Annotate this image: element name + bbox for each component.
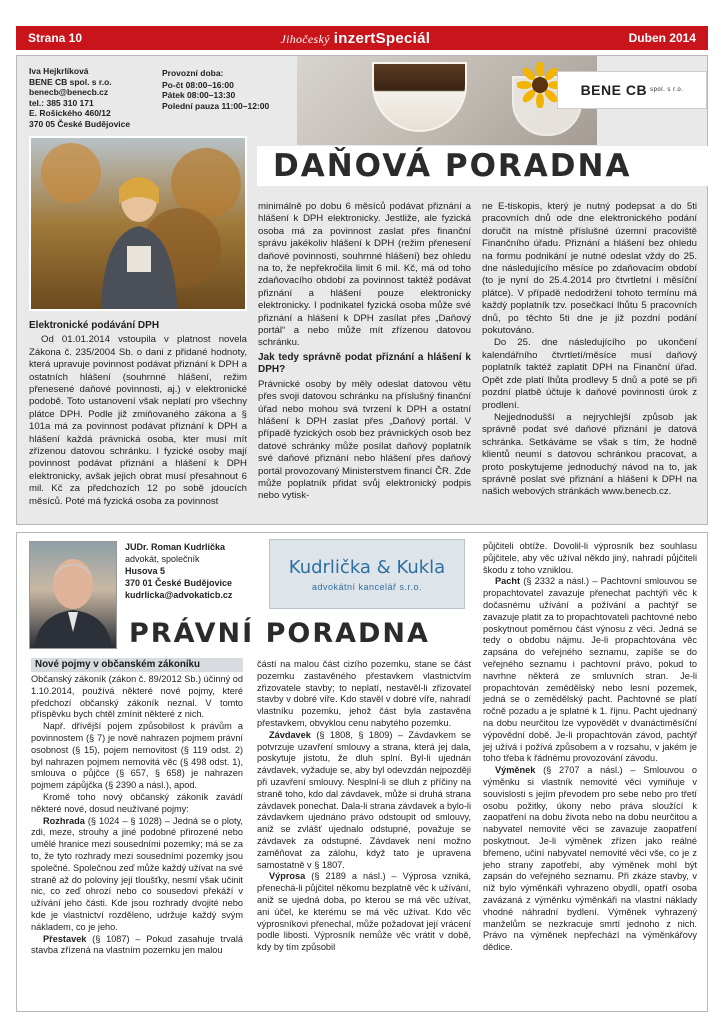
- legal-subheading: Nové pojmy v občanském zákoníku: [31, 658, 243, 672]
- term-label: Výprosa: [269, 871, 306, 882]
- legal-term-paragraph: [483, 576, 697, 765]
- contact-street: E. Rošického 460/12: [29, 108, 111, 118]
- legal-term-paragraph: [31, 816, 243, 934]
- tax-advice-title: DAŇOVÁ PORADNA: [273, 148, 632, 184]
- coffee-cup-image: [372, 62, 467, 132]
- tax-paragraph: Právnické osoby by měly odeslat datovou větu přes svoji datovou schránku na příslušný finanční úřad nebo mohou svá tvrzení k DPH a ostatní hlášení k DPH zaslat přes „Daňový portál. V případě fyzických osob bez právnických osob bez datové schránky může posílat daňový poplatník své daňové přiznání nebo hlášení přes daňový portál provozovaný Ministerstvem financí ČR. Zde může poplatník přidat svůj elektronický podpis nebo vytisk-: [258, 378, 471, 502]
- hours-line: Pátek 08:00–13:30: [162, 90, 236, 100]
- contact-email[interactable]: benecb@benecb.cz: [29, 87, 109, 97]
- legal-term-paragraph: [31, 934, 243, 958]
- man-portrait-image: [30, 542, 116, 648]
- term-text: (§ 2707 a násl.) – Smlouvou o výměnku si vlastník nemovité věci vymiňuje v souvislosti s jejím převodem pro sebe nebo pro třetí osobu požitky, úkony nebo práva sloužící k zaopatření na dobu života nebo na dobu neurčitou a nabyvatel nemovité věci se zavazuje zaopatření poskytnout. Je-li výměnek zřízen jako reálné břemeno, učiní nabyvatel nemovité věci vše, co je z jeho strany zapotřebí, aby výměnek mohl být zapsán do veřejného seznamu. Při zkáze stavby, v níž bylo výměnkáři vyhrazeno obydlí, opatří osoba zavázaná z výměnku výměnkáři na vlastní náklady vhodné náhradní bydlení. Výměnek vyhrazený manželům se nezkracuje smrtí jednoho z nich. Právo na výměnek nepřechází na výměnkářovy dědice.: [483, 765, 697, 953]
- publication-brand: [280, 30, 430, 47]
- contact-phone: tel.: 385 310 171: [29, 97, 94, 108]
- page-number: Strana 10: [28, 31, 83, 45]
- legal-paragraph: Občanský zákoník (zákon č. 89/2012 Sb.) účinný od 1.10.2014, používá některé nové pojmy, které předchozí občanský zákoník neznal. V tomto příspěvku bych chtěl zmínit některé z nich.: [31, 674, 243, 720]
- term-text: (§ 2189 a násl.) – Výprosa vzniká, přenechá-li půjčitel někomu bezplatně věc k užívání, aniž se ujedná doba, po kterou se má věc užívat, ani účel, ke kterému se má věc užívat. Kdo věc výprosníkovi přenechal, může požadovat její vrácení podle libosti. Výprosník nemůže věc vrátit v době, kdy by tím způsobil: [257, 871, 471, 953]
- legal-paragraph: půjčiteli obtíže. Dovolil-li výprosník bez souhlasu půjčitele, aby věc užíval někdo jiný, nahradí půjčiteli škodu z toho vzniklou.: [483, 541, 697, 575]
- legal-advice-section: [16, 532, 708, 1012]
- lawyer-role: advokát, společník: [125, 554, 200, 564]
- law-firm-logo: [269, 539, 465, 609]
- tax-paragraph: ne E-tiskopis, který je nutný podepsat a do 5ti pracovních dnů ode dne elektronického podání doručit na místně příslušné územní pracoviště Finančního úřadu. Přiznání a hlášení bez ohledu na formu podnikání je nutné odeslat vždy do 25. dne následujícího měsíce po zdaňovacím období (to je nyní do 25.4.2014 pro čtvrtletní i měsíční plátce). V případě nedodržení tohoto termínu má každý poplatník tzv. posečkací lhůtu 5 pracovních dnů, po těchto 5ti dne je již pozdní podání pokutováno.: [482, 201, 697, 337]
- tax-paragraph: minimálně po dobu 6 měsíců podávat přiznání a hlášení k DPH elektronicky. Jestliže, ale fyzická osoba má za povinnost zaslat přes finanční správu jakékoliv hlášení k DPH (režim přenesení daňové povinnosti, souhrnné hlášení) bez ohledu na to, že nepřekročila limit 6 mil. Kč, má od toho zdaňovacího období za povinnost taktéž podávat přiznání a hlášení pouze elektronicky elektronicky. I podnikatel fyzická osoba může své přiznání a hlášení k DPH zasílat přes „Daňový portál“ a nebo může mít zřízenou datovou schránku.: [258, 201, 471, 349]
- tax-advice-section: [16, 55, 708, 525]
- term-text: (§ 1024 – § 1028) – Jedná se o ploty, zdi, meze, strouhy a jiné podobné přirozené nebo umělé hranice mezi sousedními pozemky; má se za to, že tyto rozhrady mezi sousedními pozemky jsou společné. Společnou zeď může každý užívat na své straně až do poloviny její tloušťky, nesmí však učinit nic, co zeď ohrozí nebo co sousedovi překáží v užívání jeho části. Kde jsou rozhrady dvojité nebo kde je vlastnictví rozděleno, udržuje každý svým nákladem, co je jeho.: [31, 815, 243, 932]
- logo-name: BENE CB: [580, 82, 648, 98]
- legal-term-paragraph: [257, 730, 471, 872]
- legal-paragraph: Např. dřívější pojem způsobilost k právům a povinnostem (§ 7) je nově nahrazen pojmem právní osobnost (§ 15), pojem nemovitost (§ 119 odst. 2) byl nahrazen pojmem nemovitá věc (§ 498 odst. 1), smlouva o půjčce (§ 657, § 658) je nahrazen pojmem zápůjčka (§ 2390 a násl.), apod.: [31, 721, 243, 791]
- lawyer-city: 370 01 České Budějovice: [125, 578, 233, 588]
- hours-label: Provozní doba:: [162, 68, 224, 78]
- legal-term-paragraph: [483, 765, 697, 954]
- legal-advice-title: PRÁVNÍ PORADNA: [129, 618, 430, 649]
- brand-italic: Jihočeský: [280, 31, 330, 46]
- opening-hours: [162, 68, 269, 111]
- term-label: Rozhrada: [43, 815, 85, 826]
- term-text: (§ 2332 a násl.) – Pachtovní smlouvou se propachtovatel zavazuje přenechat pachtýři věc k dočasnému užívání a požívání a pachtýř se zavazuje platit za to propachtovateli pachtovné nebo poskytnout poměrnou část výnosu z věci. Jedná se tedy o obdobu nájmu. Je-li propachtována věc zapsána do veřejného seznamu, zapíše se do veřejného seznamu i pachtovní právo, pokud to navrhne některá ze smluvních stran. Je-li propachtován zemědělský nebo lesní pozemek, jedná se o zemědělský pacht. Pachtovné se platí ročně pozadu a je splatné k 1. říjnu. Pacht ujednaný na dobu neurčitou lze vypovědět v dvanáctiměsíční výpovědní době. Je-li propachtován závod, pachtýř jej užívá i požívá způsobem a v rozsahu, v jakém je toho třeba k řádnému provozování závodu.: [483, 576, 697, 764]
- tax-subheading: Elektronické podávání DPH: [29, 320, 160, 331]
- lawyer-name: JUDr. Roman Kudrlička: [125, 542, 226, 552]
- legal-column-3: [483, 541, 697, 954]
- legal-paragraph: částí na malou část cizího pozemku, stane se část pozemku zastavěného přestavkem vlastnictvím zřizovatele stavby; to neplatí, nestavěl-li zřizovatel stavby v dobré víře. Kdo stavěl v dobré víře, nahradí vlastníku pozemku, jehož část byla zastavěna přestavkem, obvyklou cenu nabytého pozemku.: [257, 659, 471, 728]
- bene-cb-logo: [557, 71, 707, 109]
- tax-column-2: [258, 201, 471, 503]
- law-firm-name: Kudrlička & Kukla: [288, 556, 446, 578]
- lawyer-email[interactable]: kudrlicka@advokaticb.cz: [125, 590, 233, 600]
- legal-term-paragraph: [257, 871, 471, 954]
- term-label: Přestavek: [43, 933, 87, 944]
- tax-paragraph: Od 01.01.2014 vstoupila v platnost novela Zákona č. 235/2004 Sb. o dani z přidané hodnoty, která upravuje povinnost podávat přiznání k DPH a ostatních hlášení (souhrnné hlášení, režim přenesené daňové povinnosti, aj.) v elektronické podobě. Toto ustanovení však neplatí pro všechny plátce DPH. Podle již zmiňovaného zákona a § 101a má za povinnost podávat přiznání k DPH a hlášení každá právnická osoba, kter musí mít zřízenou datovou schránku. I fyzické osoby mají povinnost podávat přiznání a hlášení k DPH elektronicky, avšak jejich obrat musí přesahnout 6 mil. Kč za předchozích 12 po sobě jdoucích měsíců. Poté má fyzická osoba za povinnost: [29, 334, 247, 507]
- lawyer-street: Husova 5: [125, 566, 166, 576]
- woman-portrait-image: [31, 138, 245, 309]
- hours-line: Po-čt 08:00–16:00: [162, 79, 234, 90]
- legal-paragraph: Kromě toho nový občanský zákoník zavádí některé nové, dosud neužívané pojmy:: [31, 791, 243, 814]
- tax-paragraph: Do 25. dne následujícího po ukončení kalendářního čtvrtletí/měsíce musí daňový poplatník taktéž zaplatit DPH na Finanční úřad. Opět zde platí lhůta prodlevy 5 dnů a poté se při pozdní platbě účtuje k daňové povinnosti úrok z prodlení.: [482, 337, 697, 411]
- page-header: [16, 26, 708, 50]
- contact-city: 370 05 České Budějovice: [29, 118, 131, 129]
- tax-column-3: [482, 201, 697, 499]
- term-label: Výměnek: [495, 765, 536, 776]
- legal-column-2: [257, 659, 471, 954]
- contact-name: Iva Hejkrlíková: [29, 66, 89, 76]
- term-label: Pacht: [495, 576, 521, 587]
- advisor-photo: [29, 136, 247, 311]
- tax-contact-block: [29, 66, 130, 129]
- tax-column-1: [29, 318, 247, 508]
- hours-line: Polední pauza 11:00–12:00: [162, 100, 270, 111]
- term-label: Závdavek: [269, 729, 311, 740]
- lawyer-photo: [29, 541, 117, 649]
- legal-column-1: [31, 674, 243, 957]
- lawyer-contact-block: [125, 541, 232, 601]
- law-firm-subtitle: advokátní kancelář s.r.o.: [311, 581, 423, 592]
- tax-question-heading: Jak tedy správně podat přiznání a hlášení k DPH?: [258, 351, 471, 376]
- contact-company: BENE CB spol. s r.o.: [29, 76, 112, 87]
- logo-small: spol. s r.o.: [650, 87, 684, 93]
- brand-name: inzertSpeciál: [333, 29, 431, 47]
- tax-paragraph: Nejjednodušší a nejrychlejší způsob jak správně podat své daňové přiznání je datová schránka. Setkáváme se však s tím, že hodně klientů neumí s datovou schránkou pracovat, a proto poskytujeme jednoduchý návod na to, jak správně poslat své přiznání a hlášení k DPH na našich webových stránkách www.benecb.cz.: [482, 411, 697, 498]
- issue-date: Duben 2014: [628, 31, 696, 45]
- term-text: (§ 1087) – Pokud zasahuje trvalá stavba zřízená na vlastním pozemku jen malou: [31, 933, 243, 956]
- term-text: (§ 1808, § 1809) – Závdavkem se potvrzuje uzavření smlouvy a strana, která jej dala, poskytuje jistotu, že dluh splní. Byl-li ujednán závdavek, vyžaduje se, aby byl odevzdán nejpozději při uzavření smlouvy. Nesplní-li se dluh z příčiny na straně toho, kdo dal závdavek, může si druhá strana závdavek ponechat. Dala-li strana závdavek a bylo-li závdavkem ujednáno právo odstoupit od smlouvy, aniž se zvlášť ujednalo odstupné, považuje se závdavek za odstupné. Závdavek není možno zaměňovat za zálohu, když tato je upravena samostatně v § 1807.: [257, 729, 471, 870]
